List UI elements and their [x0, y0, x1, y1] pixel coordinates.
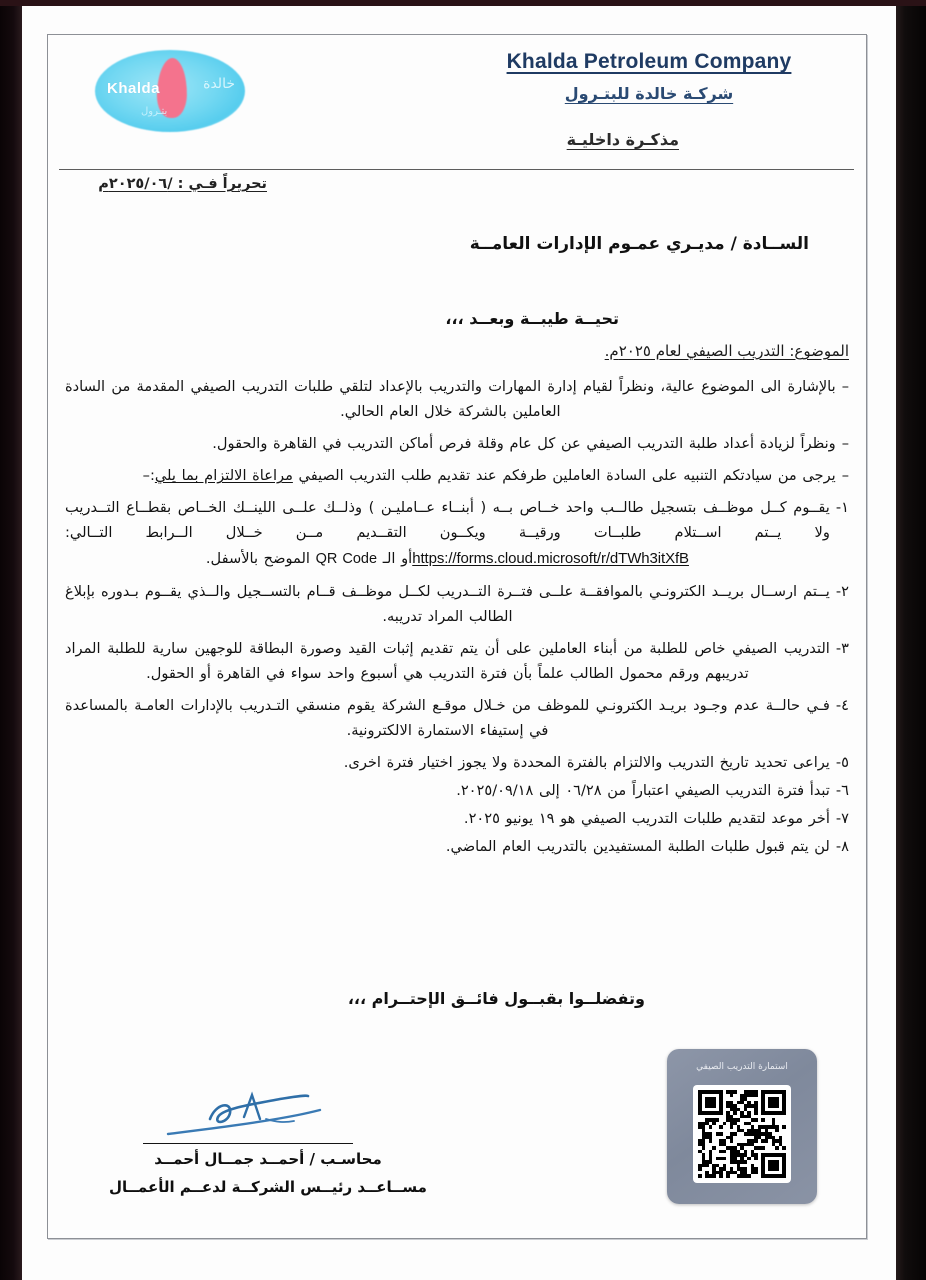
list-item-text: يــتم ارســال بريــد الكترونـي بالموافقــة علــى فتــرة التــدريب لكــل موظــف قــام بالتســجيل والــذي يقــوم بـدوره بإبلاغ الطالب المراد تدريبه. [65, 582, 830, 625]
list-item-marker: ٧- [835, 810, 849, 828]
item1-text-c: الموضح بالأسفل. [205, 549, 316, 567]
document-content [47, 34, 867, 1239]
company-header [449, 50, 849, 103]
list-item-text: تبدأ فترة التدريب الصيفي اعتباراً من ٠٦/٢٨ إلى ٢٠٢٥/٠٩/١٨. [456, 782, 830, 800]
paragraph-text: بالإشارة الى الموضوع عالية، ونظراً لقيام إدارة المهارات والتدريب بالإعداد لتلقي طلبات التدريب الصيفي المقدمة من السادة العاملين بالشركة خلال العام الحالي. [65, 378, 836, 421]
list-item [65, 778, 849, 803]
list-item-marker: ٤- [835, 696, 849, 714]
list-item-marker: ١- [835, 499, 849, 517]
closing-line: وتفضلــوا بقبــول فائــق الإحتــرام ،،، [347, 989, 645, 1008]
paragraph-text: ونظراً لزيادة أعداد طلبة التدريب الصيفي عن كل عام وقلة فرص أماكن التدريب في القاهرة والحقول. [212, 435, 836, 453]
list-item-marker: ٨- [835, 838, 849, 856]
qr-code-modules [698, 1090, 786, 1178]
list-item [65, 636, 849, 686]
date-line: تحريراً فـي : /٢٠٢٥/٠٦م [98, 176, 267, 192]
list-item-text: لن يتم قبول طلبات الطلبة المستفيدين بالتدريب العام الماضي. [445, 838, 830, 856]
qr-code-card[interactable] [667, 1049, 817, 1204]
paragraph-marker: – [841, 467, 849, 485]
list-item [65, 495, 849, 571]
company-name-ar: شركـة خالدة للبتـرول [564, 84, 734, 103]
signature-name: محاسـب / أحمــد جمــال أحمــد [154, 1150, 382, 1169]
greeting-line: تحيــة طيبــة وبعــد ،،، [445, 309, 619, 328]
list-item-text: يراعى تحديد تاريخ التدريب والالتزام بالفترة المحددة ولا يجوز اختيار فترة اخرى. [343, 754, 830, 772]
addressee-line: الســادة / مديـري عمـوم الإدارات العامــة [469, 234, 809, 254]
handwritten-signature [148, 1089, 388, 1149]
list-item-marker: ٣- [835, 639, 849, 657]
paragraph-marker: – [841, 435, 849, 453]
qr-code-image[interactable] [693, 1085, 791, 1183]
paragraph-marker: – [841, 378, 849, 395]
instruction-text-underlined: مراعاة الالتزام بما يلي [154, 467, 293, 485]
header-divider [59, 169, 854, 170]
intro-paragraph-instruction [65, 463, 849, 488]
list-item-marker: ٥- [835, 754, 849, 772]
paragraph-text [65, 463, 836, 488]
scan-edge-left [0, 0, 22, 1280]
list-item [65, 806, 849, 831]
intro-paragraph [65, 374, 849, 424]
signature-title: مســاعــد رئيــس الشركــة لدعــم الأعمــال [109, 1178, 427, 1197]
logo-subtext: بتـرول [141, 106, 168, 117]
signature-rule [143, 1143, 353, 1144]
khalda-logo [95, 46, 245, 138]
instruction-text-before: يرجى من سيادتكم التنبيه على السادة العاملين طرفكم عند تقديم طلب التدريب الصيفي [292, 467, 836, 485]
signature-block [73, 1089, 463, 1196]
list-item [65, 834, 849, 859]
scan-edge-right [896, 0, 926, 1280]
list-item [65, 579, 849, 629]
list-item [65, 750, 849, 775]
logo-brand-en: Khalda [107, 80, 161, 97]
company-name-en: Khalda Petroleum Company [506, 50, 792, 73]
list-item-text: أخر موعد لتقديم طلبات التدريب الصيفي هو ١٩ يونيو ٢٠٢٥. [463, 810, 830, 828]
registration-form-link[interactable]: https://forms.cloud.microsoft/r/dTWh3itXfB [412, 549, 689, 567]
memo-type-title: مذكـرة داخليـة [566, 130, 679, 149]
qr-code-label-inline: QR Code [315, 550, 378, 567]
intro-paragraph [65, 431, 849, 456]
instruction-text-after: :– [142, 467, 155, 485]
list-item-text: فـي حالــة عدم وجـود بريـد الكترونـي للموظف من خـلال موقـع الشركة يقوم منسقي التـدريب بالإدارات العامـة بالمساعدة في إستيفاء الاستمارة الالكترونية. [65, 696, 830, 739]
qr-card-label: استمارة التدريب الصيفي [696, 1062, 788, 1072]
list-item-text [65, 495, 830, 571]
list-item-marker: ٦- [835, 782, 849, 800]
list-item-text: التدريب الصيفي خاص للطلبة من أبناء العاملين على أن يتم تقديم إثبات القيد وصورة البطاقة للوجهين سارية للطلبة المراد تدريبهم ورقم محمول الطالب علماً بأن فترة التدريب هي أسبوع واحد سواء في القاهرة أو الحقول. [65, 639, 830, 682]
item1-text-b: أو الـ [377, 549, 413, 567]
logo-brand-ar: خالدة [203, 76, 235, 92]
memo-body [65, 374, 849, 862]
document-page [22, 6, 896, 1280]
item1-text-a: يقــوم كــل موظــف بتسجيل طالــب واحد خــاص بــه ( أبنــاء عــامليـن ) وذلــك علــى اللينــك الخــاص بقطــاع التــدريب ولا يــتم اســتلام طلبــات ورقيــة ويكــون التقــديم مــن خــلال الــرابط التــالي: [65, 499, 830, 542]
subject-line: الموضوع: التدريب الصيفي لعام ٢٠٢٥م. [604, 342, 849, 360]
list-item [65, 693, 849, 743]
list-item-marker: ٢- [835, 582, 849, 600]
